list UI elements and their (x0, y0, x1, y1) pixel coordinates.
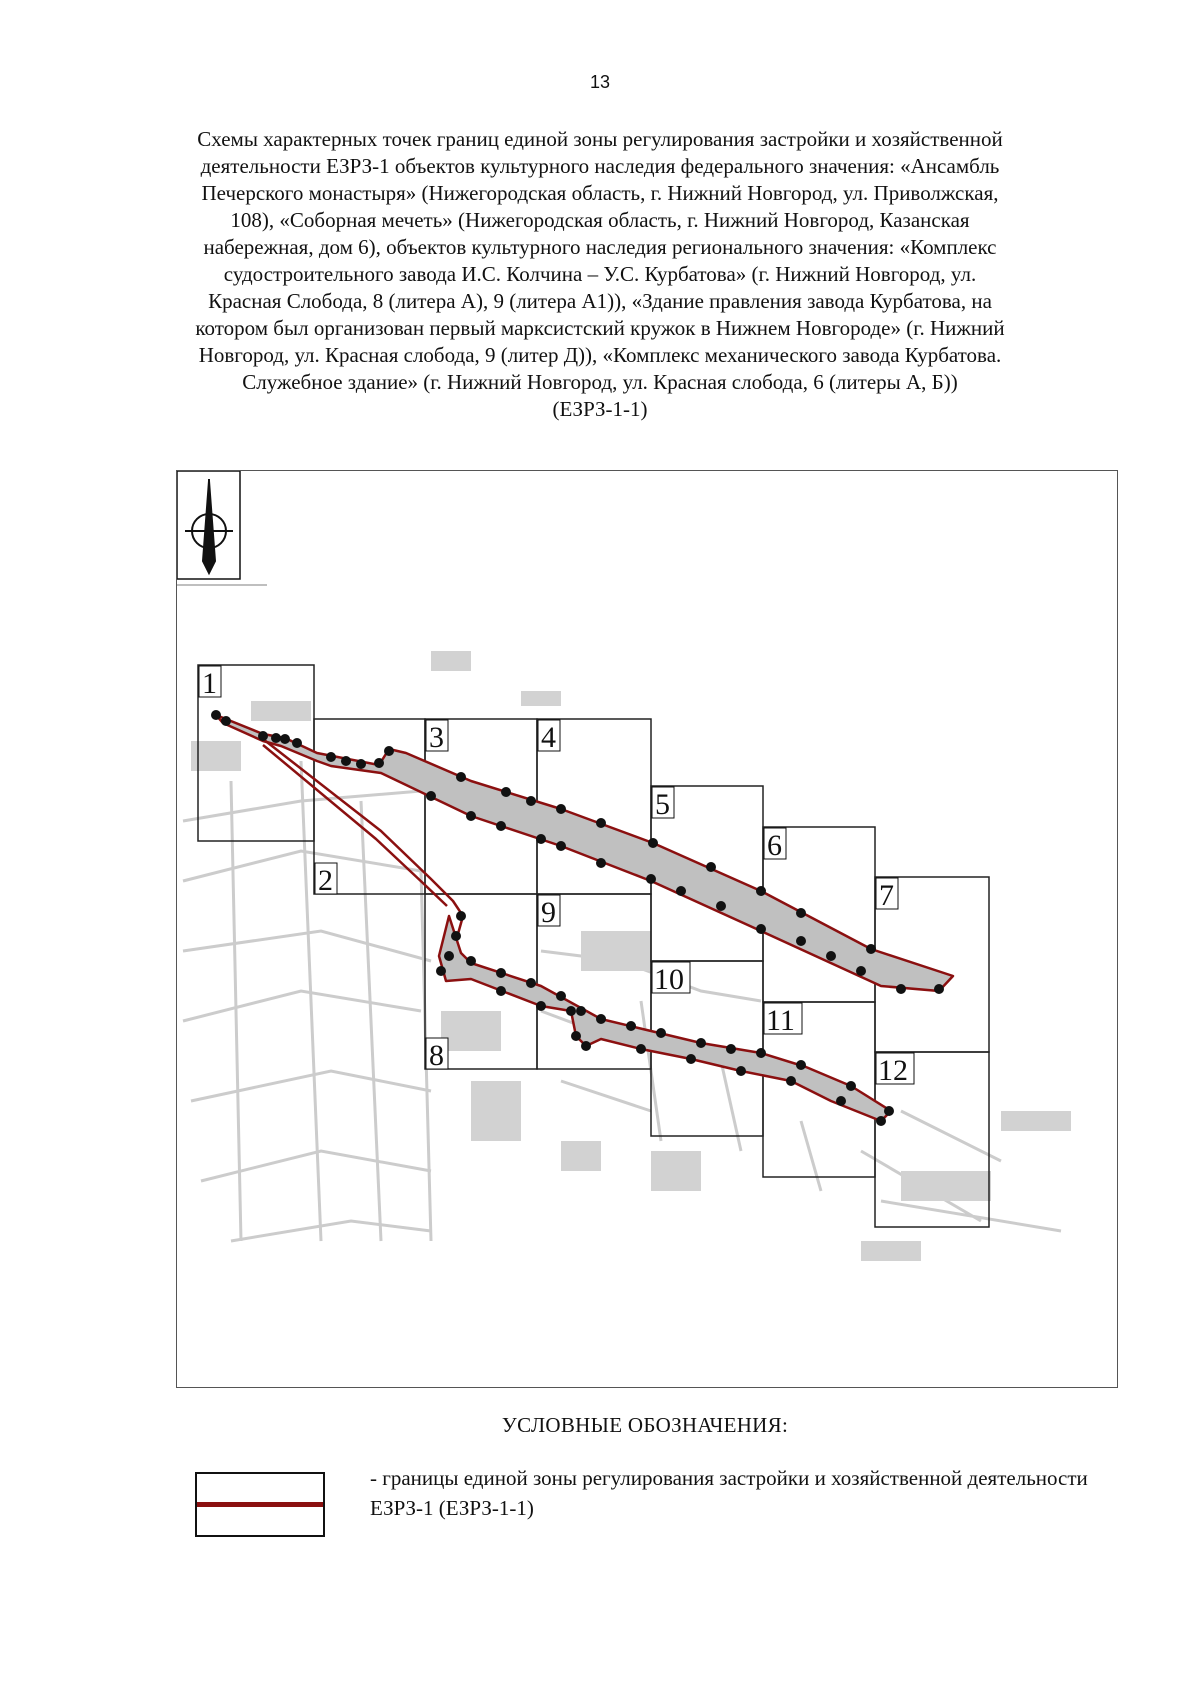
sheet-label-2: 2 (318, 864, 333, 897)
title-line: Схемы характерных точек границ единой зоны регулирования застройки и хозяйственной (197, 127, 1003, 151)
title-line: Печерского монастыря» (Нижегородская область, г. Нижний Новгород, ул. Приволжская, (201, 181, 999, 205)
page-number: 13 (589, 72, 611, 92)
sheet-label-8: 8 (429, 1039, 444, 1072)
sheet-label-1: 1 (202, 667, 217, 700)
sheet-label-10: 10 (654, 963, 684, 996)
title-line: набережная, дом 6), объектов культурного наследия регионального значения: «Комплекс (203, 235, 997, 259)
characteristic-points (211, 710, 944, 1126)
legend-title: УСЛОВНЫЕ ОБОЗНАЧЕНИЯ: (501, 1413, 789, 1437)
legend-boundary-swatch (195, 1472, 325, 1537)
sheet-label-9: 9 (541, 896, 556, 929)
sheet-label-3: 3 (429, 721, 444, 754)
sheet-label-7: 7 (879, 879, 894, 912)
title-line: Красная Слобода, 8 (литера А), 9 (литера А1)), «Здание правления завода Курбатова, на (208, 289, 992, 313)
sheet-label-5: 5 (655, 788, 670, 821)
sheet-label-12: 12 (878, 1054, 908, 1087)
sheet-label-6: 6 (767, 829, 782, 862)
title-line: Новгород, ул. Красная слобода, 9 (литер Д)), «Комплекс механического завода Курбатова. (198, 343, 1002, 367)
base-map-dots (191, 651, 1071, 1261)
legend-boundary-line (197, 1502, 323, 1507)
sheet-label-11: 11 (766, 1004, 795, 1037)
title-line: (ЕЗРЗ-1-1) (552, 397, 648, 421)
title-line: 108), «Соборная мечеть» (Нижегородская область, г. Нижний Новгород, Казанская (230, 208, 970, 232)
map-canvas (177, 471, 1117, 1387)
title-line: деятельности ЕЗРЗ-1 объектов культурного наследия федерального значения: «Ансамбль (200, 154, 1000, 178)
title-line: судостроительного завода И.С. Колчина – У.С. Курбатова» (г. Нижний Новгород, ул. (223, 262, 977, 286)
legend-item-text: - границы единой зоны регулирования застройки и хозяйственной деятельности ЕЗРЗ-1 (ЕЗРЗ-1-1) (370, 1466, 1088, 1520)
zone-boundary (216, 715, 953, 1121)
title-line: Служебное здание» (г. Нижний Новгород, ул. Красная слобода, 6 (литеры А, Б)) (242, 370, 958, 394)
title-line: котором был организован первый марксистский кружок в Нижнем Новгороде» (г. Нижний (195, 316, 1005, 340)
map-frame (176, 470, 1118, 1388)
sheet-label-4: 4 (541, 721, 556, 754)
document-title (150, 126, 1050, 423)
